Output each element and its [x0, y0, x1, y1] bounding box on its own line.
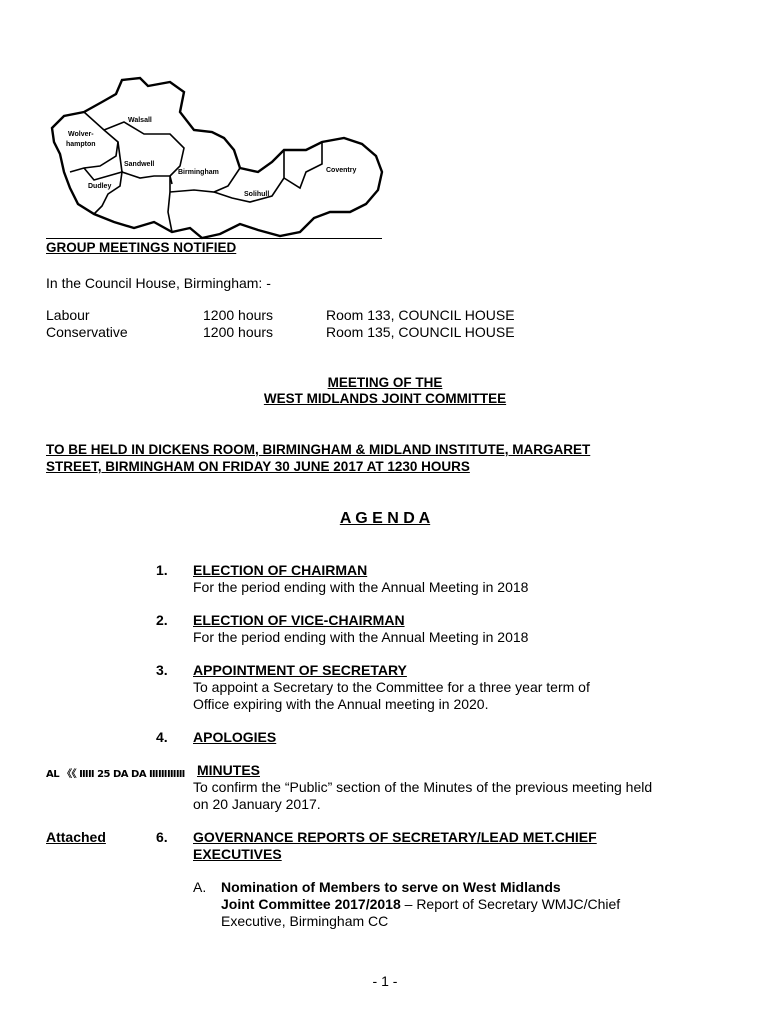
map-label-dudley: Dudley — [88, 183, 112, 190]
agenda-item-4-number: 4. — [156, 729, 168, 745]
subitem-a-line2 — [221, 896, 620, 912]
map-label-walsall: Walsall — [128, 117, 152, 124]
agenda-item-3-title: APPOINTMENT OF SECRETARY — [193, 662, 407, 678]
agenda-item-3-number: 3. — [156, 662, 168, 678]
agenda-item-5-title: MINUTES — [197, 762, 260, 778]
subitem-a-letter: A. — [193, 879, 207, 895]
map-boundary-birmingham — [168, 168, 240, 232]
group-time-labour: 1200 hours — [203, 307, 274, 323]
agenda-item-5-desc-line2: on 20 January 2017. — [193, 796, 321, 812]
agenda-item-6-attached-tag: Attached — [46, 829, 106, 845]
agenda-item-6-title-line1: GOVERNANCE REPORTS OF SECRETARY/LEAD MET.CHIEF — [193, 829, 597, 845]
meeting-venue-line2: STREET, BIRMINGHAM ON FRIDAY 30 JUNE 2017 AT 1230 HOURS — [46, 459, 470, 474]
page-number: - 1 - — [372, 973, 398, 989]
header-rule — [46, 238, 382, 239]
map-label-coventry: Coventry — [326, 167, 357, 174]
group-room-conservative: Room 135, COUNCIL HOUSE — [326, 324, 515, 340]
meeting-heading-line1: MEETING OF THE — [327, 375, 443, 390]
agenda-item-3-desc-line2: Office expiring with the Annual meeting in 2020. — [193, 696, 489, 712]
group-meetings-title: GROUP MEETINGS NOTIFIED — [46, 240, 237, 255]
subitem-a-title-line1: Nomination of Members to serve on West Midlands — [221, 879, 561, 895]
agenda-item-1-desc: For the period ending with the Annual Meeting in 2018 — [193, 579, 529, 595]
agenda-item-2-title: ELECTION OF VICE-CHAIRMAN — [193, 612, 405, 628]
meeting-venue-line1: TO BE HELD IN DICKENS ROOM, BIRMINGHAM & MIDLAND INSTITUTE, MARGARET — [46, 442, 591, 457]
subitem-a-line3: Executive, Birmingham CC — [221, 913, 389, 929]
map-label-solihull: Solihull — [244, 191, 270, 198]
agenda-item-1-title: ELECTION OF CHAIRMAN — [193, 562, 368, 578]
agenda-title: A G E N D A — [339, 510, 431, 527]
group-room-labour: Room 133, COUNCIL HOUSE — [326, 307, 515, 323]
agenda-item-5-garbled-text: AL 《《 ⅢⅡ 25 DA DA ⅢⅢⅢⅢ — [46, 769, 185, 780]
group-time-conservative: 1200 hours — [203, 324, 274, 340]
map-boundary-dudley — [84, 168, 122, 214]
map-label-wolverhampton-2: hampton — [66, 141, 96, 148]
agenda-item-3-desc-line1: To appoint a Secretary to the Committee for a three year term of — [193, 679, 590, 695]
group-name-labour: Labour — [46, 307, 90, 323]
agenda-item-4-title: APOLOGIES — [193, 729, 277, 745]
agenda-item-5-desc-line1: To confirm the “Public” section of the Minutes of the previous meeting held — [193, 779, 653, 795]
subitem-a-title-line2: Joint Committee 2017/2018 — [221, 896, 401, 912]
map-outline — [52, 78, 382, 238]
map-label-wolverhampton-1: Wolver- — [68, 131, 94, 138]
council-house-location: In the Council House, Birmingham: - — [46, 275, 271, 291]
map-label-birmingham: Birmingham — [178, 169, 219, 176]
west-midlands-map — [44, 72, 384, 240]
agenda-item-6-number: 6. — [156, 829, 168, 845]
map-label-sandwell: Sandwell — [124, 161, 155, 168]
agenda-item-2-desc: For the period ending with the Annual Meeting in 2018 — [193, 629, 529, 645]
agenda-item-2-number: 2. — [156, 612, 168, 628]
agenda-item-1-number: 1. — [156, 562, 168, 578]
group-name-conservative: Conservative — [46, 324, 128, 340]
agenda-item-6-title-line2: EXECUTIVES — [193, 846, 282, 862]
subitem-a-report: – Report of Secretary WMJC/Chief — [400, 896, 621, 912]
meeting-heading-line2: WEST MIDLANDS JOINT COMMITTEE — [263, 391, 507, 406]
